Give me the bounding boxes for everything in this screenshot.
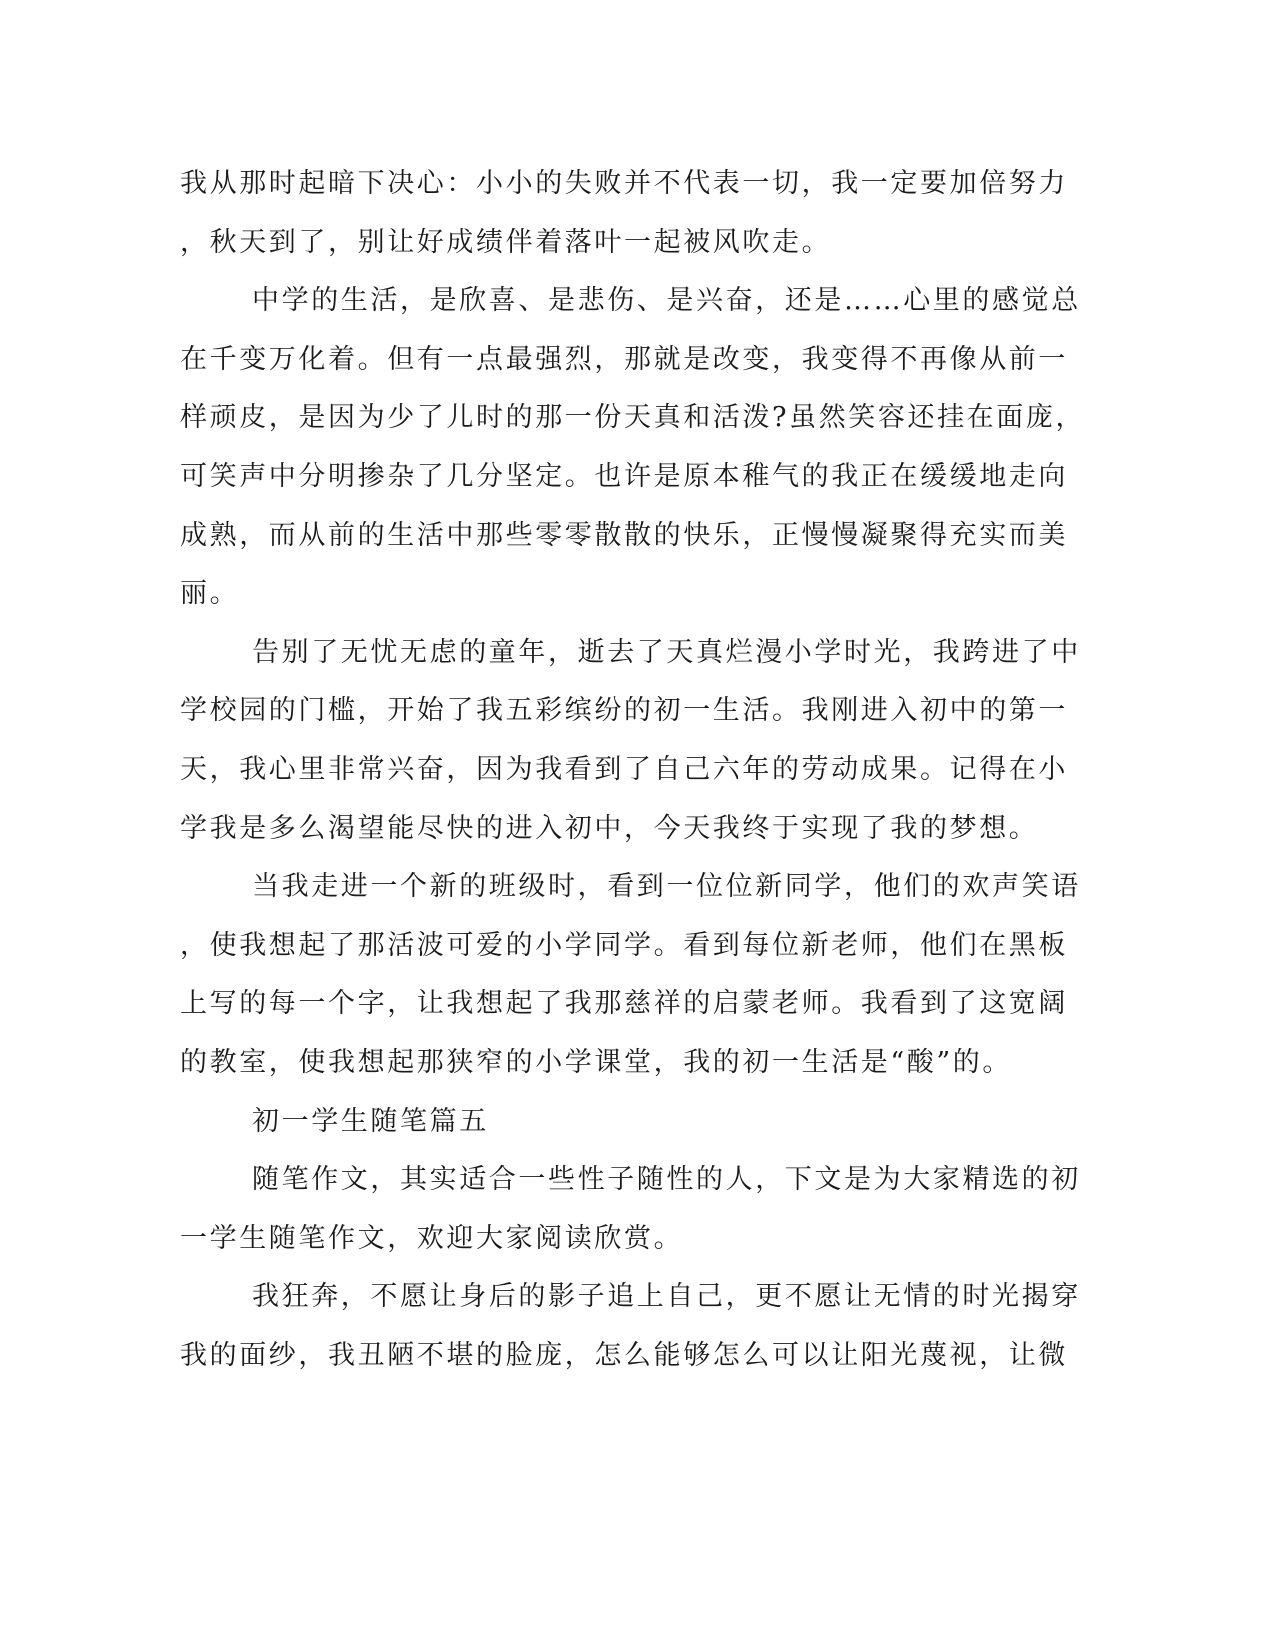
- text-line: 初一学生随笔篇五: [252, 1105, 489, 1137]
- text-line: 我的面纱，我丑陋不堪的脸庞，怎么能够怎么可以让阳光蔑视，让微: [180, 1339, 1068, 1371]
- text-line: 中学的生活，是欣喜、是悲伤、是兴奋，还是……心里的感觉总: [252, 285, 1081, 317]
- text-line: 样顽皮，是因为少了儿时的那一份天真和活泼?虽然笑容还挂在面庞，: [180, 402, 1086, 434]
- text-line: 当我走进一个新的班级时，看到一位位新同学，他们的欢声笑语: [252, 871, 1081, 903]
- text-line: 成熟，而从前的生活中那些零零散散的快乐，正慢慢凝聚得充实而美: [180, 519, 1068, 551]
- text-line: 一学生随笔作文，欢迎大家阅读欣赏。: [180, 1222, 684, 1254]
- text-line: 上写的每一个字，让我想起了我那慈祥的启蒙老师。我看到了这宽阔: [180, 988, 1068, 1020]
- text-line: ，使我想起了那活波可爱的小学同学。看到每位新老师，他们在黑板: [180, 929, 1068, 961]
- text-line: 随笔作文，其实适合一些性子随性的人，下文是为大家精选的初: [252, 1164, 1081, 1196]
- text-line: 在千变万化着。但有一点最强烈，那就是改变，我变得不再像从前一: [180, 343, 1068, 375]
- text-line: ，秋天到了，别让好成绩伴着落叶一起被风吹走。: [180, 226, 832, 258]
- text-line: 天，我心里非常兴奋，因为我看到了自己六年的劳动成果。记得在小: [180, 753, 1068, 785]
- text-line: 我从那时起暗下决心：小小的失败并不代表一切，我一定要加倍努力: [180, 168, 1068, 199]
- text-line: 可笑声中分明掺杂了几分坚定。也许是原本稚气的我正在缓缓地走向: [180, 460, 1068, 492]
- text-line: 的教室，使我想起那狭窄的小学课堂，我的初一生活是“酸”的。: [180, 1046, 1013, 1078]
- body-text: [180, 155, 1086, 1385]
- text-line: 学我是多么渴望能尽快的进入初中，今天我终于实现了我的梦想。: [180, 812, 1039, 844]
- text-line: 告别了无忧无虑的童年，逝去了天真烂漫小学时光，我跨进了中: [252, 636, 1081, 668]
- text-line: 丽。: [180, 578, 240, 610]
- text-line: 学校园的门槛，开始了我五彩缤纷的初一生活。我刚进入初中的第一: [180, 695, 1068, 727]
- text-line: 我狂奔，不愿让身后的影子追上自己，更不愿让无情的时光揭穿: [252, 1281, 1081, 1313]
